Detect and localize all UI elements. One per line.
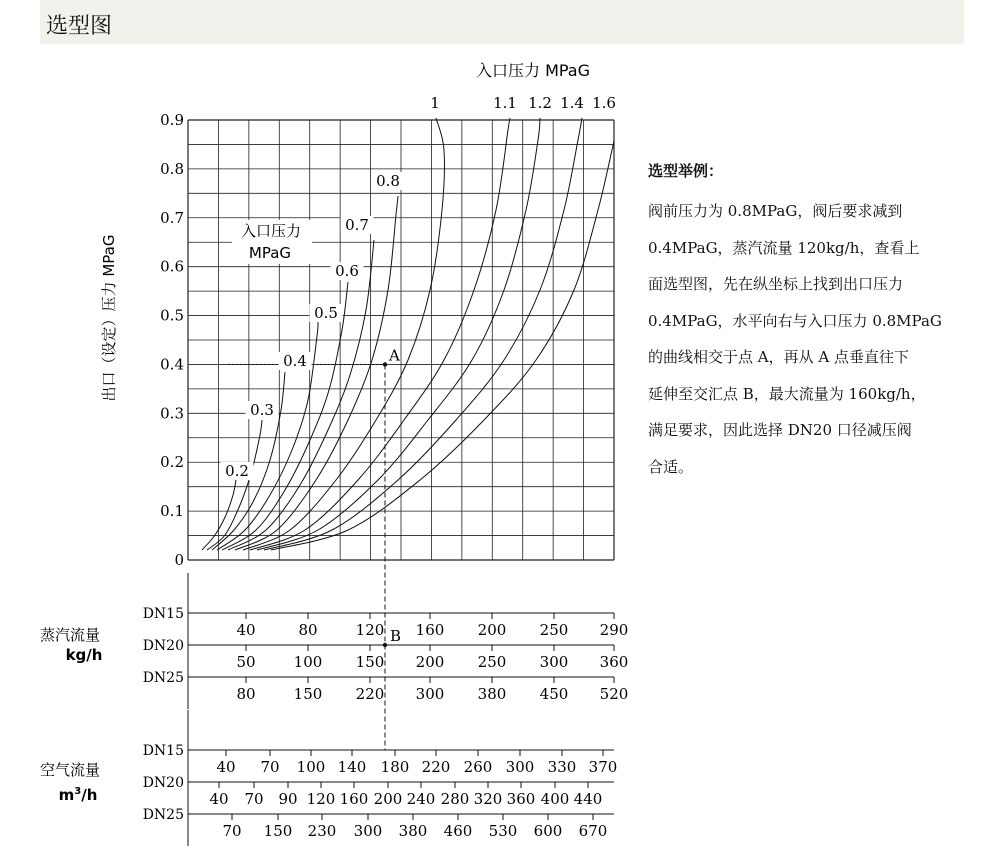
curve-1-4	[264, 118, 582, 550]
air-value: 150	[263, 822, 293, 840]
top-axis-label: 入口压力 MPaG	[475, 61, 591, 80]
air-value: 440	[573, 790, 603, 808]
air-size-label: DN25	[142, 807, 184, 823]
page-title: 选型图	[46, 14, 113, 39]
y-tick-label: 0.2	[160, 453, 184, 472]
y-tick-label: 0	[174, 551, 184, 569]
y-tick-label: 0.9	[160, 111, 184, 129]
curve-label: 0.6	[335, 262, 359, 280]
steam-value: 80	[236, 685, 256, 703]
curve-label: 0.3	[250, 401, 274, 419]
air-value: 240	[406, 790, 436, 808]
steam-value: 200	[477, 621, 507, 639]
air-value: 370	[588, 758, 618, 776]
air-value: 400	[540, 790, 570, 808]
air-value: 90	[278, 790, 298, 808]
y-axis-label: 出口（设定）压力 MPaG	[100, 234, 118, 402]
air-value: 70	[260, 758, 280, 776]
air-unit-sup: 3	[74, 786, 82, 797]
steam-value: 150	[293, 685, 323, 703]
air-value: 200	[373, 790, 403, 808]
example-title: 选型举例：	[648, 162, 724, 180]
air-flow-label: 空气流量	[39, 761, 101, 779]
chart-labels	[160, 94, 616, 645]
air-flow-unit	[59, 786, 98, 804]
air-value: 260	[463, 758, 493, 776]
steam-flow-unit: kg/h	[65, 646, 103, 664]
example-line: 的曲线相交于点 A，再从 A 点垂直往下	[648, 348, 909, 366]
flow-scales	[143, 573, 629, 846]
air-value: 460	[443, 822, 473, 840]
air-value: 380	[398, 822, 428, 840]
air-value: 100	[296, 758, 326, 776]
y-tick-label: 0.1	[160, 502, 184, 521]
air-unit-tail: /h	[81, 786, 98, 804]
curve-label: 0.8	[376, 172, 400, 190]
steam-value: 220	[355, 685, 385, 703]
air-value: 160	[339, 790, 369, 808]
example-line: 延伸至交汇点 B，最大流量为 160kg/h，	[648, 384, 926, 403]
inline-label-line1: 入口压力	[240, 222, 302, 240]
curve-0-3	[207, 420, 262, 550]
steam-value: 290	[599, 621, 629, 639]
curve-label: 1.2	[528, 94, 552, 112]
air-value: 120	[306, 790, 336, 808]
air-unit-base: m	[58, 786, 75, 804]
steam-value: 360	[599, 653, 629, 671]
point-a-label: A	[389, 346, 400, 365]
air-value: 600	[533, 822, 563, 840]
air-value: 360	[506, 790, 536, 808]
steam-value: 250	[477, 653, 507, 671]
air-value: 320	[473, 790, 503, 808]
example-line: 0.4MPaG，水平向右与入口压力 0.8MPaG	[648, 311, 942, 330]
curve-label: 0.4	[283, 352, 307, 370]
air-size-label: DN15	[142, 743, 184, 759]
steam-value: 450	[539, 685, 569, 703]
point-b-label: B	[390, 627, 402, 645]
example-text	[648, 193, 978, 485]
steam-value: 50	[236, 653, 256, 671]
air-value: 40	[216, 758, 236, 776]
y-tick-label: 0.3	[160, 404, 184, 423]
steam-flow-label: 蒸汽流量	[39, 626, 101, 644]
air-size-label: DN20	[142, 775, 184, 791]
steam-value: 120	[355, 621, 385, 639]
curve-0-2	[202, 480, 236, 550]
point-a-marker	[383, 362, 387, 366]
air-value: 300	[505, 758, 535, 776]
y-tick-label: 0.5	[160, 306, 184, 325]
y-tick-label: 0.4	[160, 355, 184, 374]
curve-label: 1.6	[592, 94, 616, 112]
curve-label: 0.2	[225, 462, 249, 480]
y-tick-label: 0.8	[160, 159, 184, 178]
example-line: 0.4MPaG，蒸汽流量 120kg/h，查看上	[648, 238, 920, 257]
curve-label: 0.7	[345, 216, 369, 234]
steam-value: 250	[539, 621, 569, 639]
inline-label-line2: MPaG	[248, 244, 292, 262]
curve-label: 1.1	[493, 94, 517, 112]
curve-label: 0.5	[314, 304, 338, 322]
steam-value: 40	[236, 621, 256, 639]
air-value: 40	[209, 790, 229, 808]
air-value: 280	[440, 790, 470, 808]
air-value: 220	[421, 758, 451, 776]
steam-value: 80	[298, 621, 318, 639]
example-line: 面选型图，先在纵坐标上找到出口压力	[648, 275, 904, 293]
curve-label: 1.4	[560, 94, 584, 112]
air-value: 180	[380, 758, 410, 776]
y-tick-label: 0.6	[160, 257, 184, 276]
air-value: 670	[578, 822, 608, 840]
steam-value: 380	[477, 685, 507, 703]
steam-size-label: DN25	[142, 670, 184, 686]
steam-value: 150	[355, 653, 385, 671]
air-value: 70	[222, 822, 242, 840]
example-line: 满足要求，因此选择 DN20 口径减压阀	[648, 421, 912, 439]
steam-size-label: DN20	[142, 638, 184, 654]
curve-0-7	[228, 240, 374, 550]
steam-value: 100	[293, 653, 323, 671]
air-value: 70	[244, 790, 264, 808]
air-value: 140	[337, 758, 367, 776]
curve-label: 1	[430, 94, 440, 112]
air-value: 330	[547, 758, 577, 776]
example-line: 阀前压力为 0.8MPaG，阀后要求减到	[648, 202, 903, 220]
steam-value: 300	[415, 685, 445, 703]
example-line: 合适。	[648, 457, 694, 476]
air-value: 300	[353, 822, 383, 840]
steam-value: 200	[415, 653, 445, 671]
steam-size-label: DN15	[142, 606, 184, 622]
y-tick-label: 0.7	[160, 208, 184, 227]
air-value: 530	[488, 822, 518, 840]
steam-value: 300	[539, 653, 569, 671]
air-value: 230	[307, 822, 337, 840]
steam-value: 160	[415, 621, 445, 639]
steam-value: 520	[599, 685, 629, 703]
